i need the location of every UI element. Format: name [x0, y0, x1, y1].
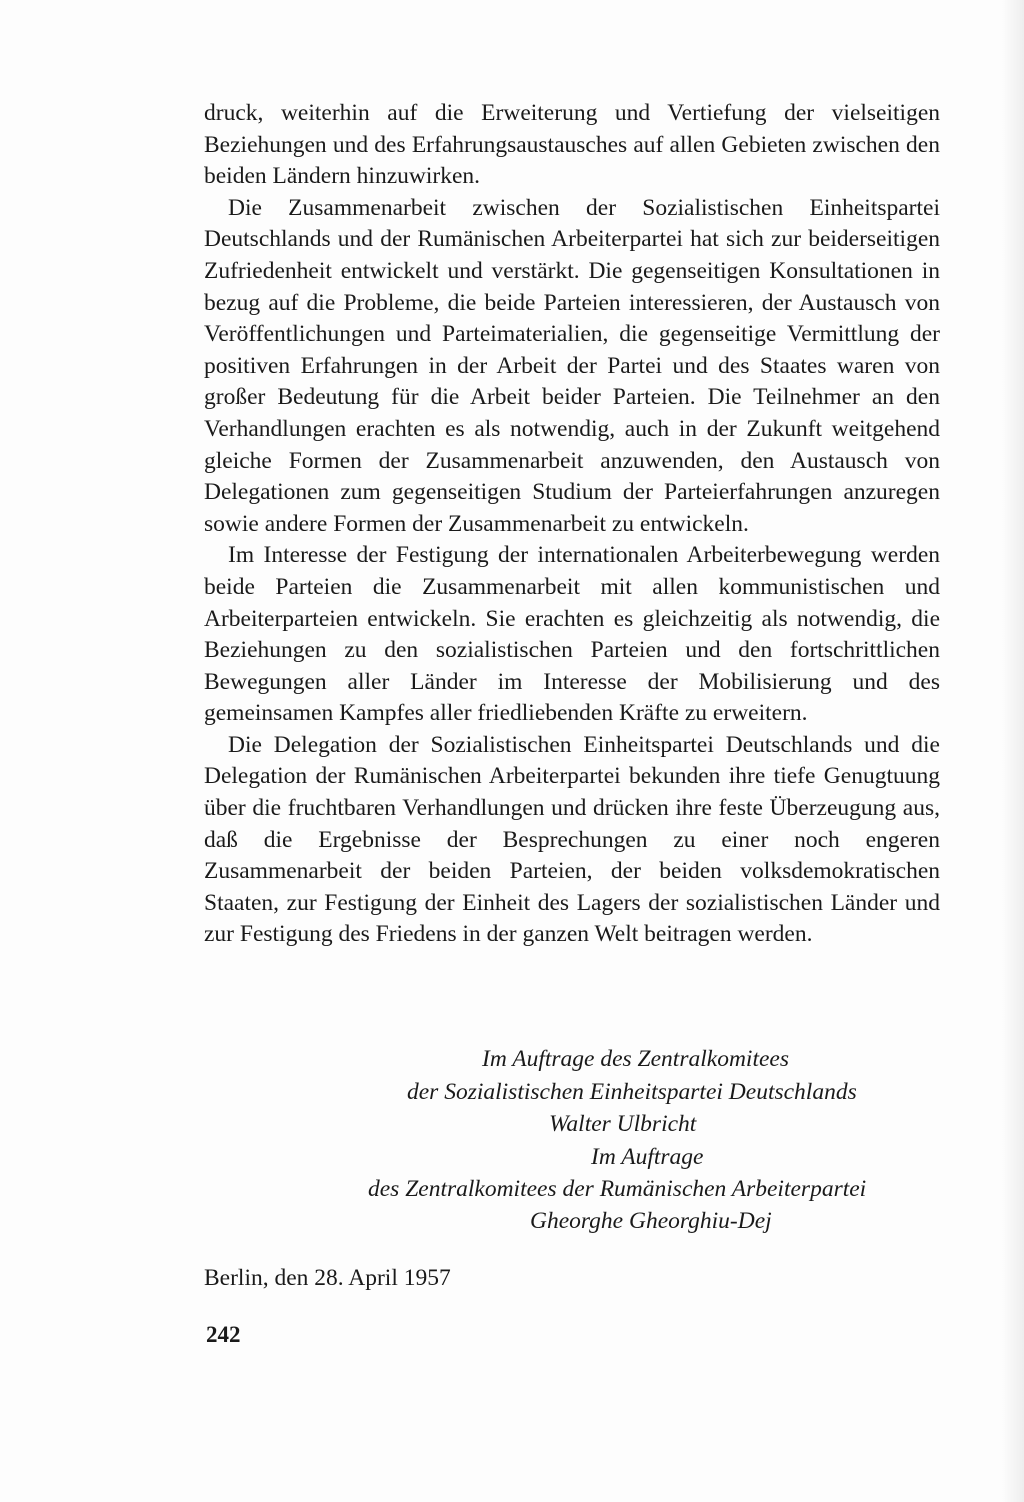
paragraph-delegations: Die Delegation der Sozialistischen Einheitspartei Deutschlands und die Delegation der Rumänischen Arbeiterpartei bekunden ihre tiefe Genugtuung über die fruchtbaren Verhandlungen und drücken ihre feste Überzeugung aus, daß die Ergebnisse der Besprechungen zu einer noch engeren Zusammenarbeit der beiden Parteien, der beiden volksdemokratischen Staaten, zur Festigung der Einheit des Lagers der sozialistischen Länder und zur Festigung des Friedens in der ganzen Welt beitragen werden.	[204, 731, 940, 948]
signature-line-gheorghiu-dej: Gheorghe Gheorghiu-Dej	[530, 1208, 772, 1234]
signature-line-ulbricht: Walter Ulbricht	[549, 1111, 697, 1137]
body-text	[204, 98, 940, 951]
paragraph-international-movement: Im Interesse der Festigung der internationalen Arbeiterbewegung werden beide Parteien die Zusammenarbeit mit allen kommunistischen und Arbeiterparteien entwickeln. Sie erachten es gleichzeitig als notwendig, die Beziehungen zu den sozialistischen Parteien und den fortschrittlichen Bewegungen aller Länder im Interesse der Mobilisierung und des gemeinsamen Kampfes aller friedliebenden Kräfte zu erweitern.	[204, 542, 940, 727]
page-number: 242	[206, 1322, 241, 1347]
signature-line-rap-mandate: Im Auftrage	[591, 1144, 704, 1170]
signature-line-sed-name: der Sozialistischen Einheitspartei Deutschlands	[407, 1079, 857, 1105]
signature-line-rap-name: des Zentralkomitees der Rumänischen Arbeiterpartei	[368, 1176, 867, 1202]
page-edge-shadow	[1002, 0, 1024, 1502]
paragraph-cooperation: Die Zusammenarbeit zwischen der Sozialistischen Einheitspartei Deutschlands und der Rumänischen Arbeiterpartei hat sich zur beiderseitigen Zufriedenheit entwickelt und verstärkt. Die gegenseitigen Konsultationen in bezug auf die Probleme, die beide Parteien interessieren, der Austausch von Veröffentlichungen und Parteimaterialien, die gegenseitige Vermittlung der positiven Erfahrungen in der Arbeit der Partei und des Staates waren von großer Bedeutung für die Arbeit beider Parteien. Die Teilnehmer an den Verhandlungen erachten es als notwendig, auch in der Zukunft weitgehend gleiche Formen der Zusammenarbeit anzuwenden, den Austausch von Delegationen zum gegenseitigen Studium der Parteierfahrungen anzuregen sowie andere Formen der Zusammenarbeit zu entwickeln.	[204, 194, 940, 537]
paragraph-continuation: druck, weiterhin auf die Erweiterung und Vertiefung der vielseitigen Beziehungen und des Erfahrungsaustausches auf allen Gebieten zwischen den beiden Ländern hinzuwirken.	[204, 100, 940, 190]
signature-line-sed-mandate: Im Auftrage des Zentralkomitees	[482, 1046, 789, 1072]
dateline: Berlin, den 28. April 1957	[204, 1265, 451, 1291]
